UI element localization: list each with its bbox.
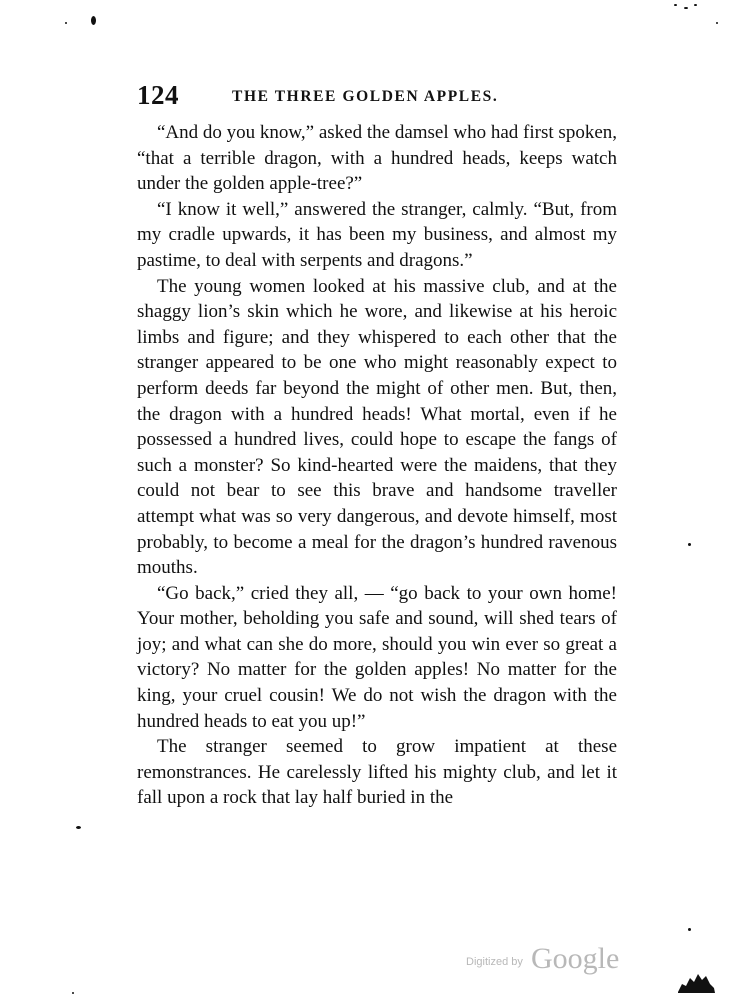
digitization-watermark	[466, 942, 619, 976]
paragraph: The young women looked at his massive club, and at the shaggy lion’s skin which he wore, and likewise at his heroic limbs and figure; and they whispered to each other that the stranger appeared to be one who might reasonably expect to perform deeds far beyond the might of other men. But, then, the dragon with a hundred heads! What mortal, even if he possessed a hundred lives, could hope to escape the fangs of such a monster? So kind-hearted were the maidens, that they could not bear to see this brave and handsome traveller attempt what was so very dangerous, and devote himself, most probably, to become a meal for the dragon’s hundred ravenous mouths.	[137, 275, 617, 579]
body-text	[137, 120, 617, 811]
scan-speck	[65, 22, 67, 24]
running-title: THE THREE GOLDEN APPLES.	[232, 88, 499, 105]
watermark-prefix: Digitized by	[466, 956, 523, 968]
scan-speck	[716, 22, 718, 24]
running-head	[137, 80, 617, 112]
paragraph: “And do you know,” asked the damsel who had first spoken, “that a terrible dragon, with a hundred heads, keeps watch under the golden apple-tree?”	[137, 122, 617, 195]
paragraph: The stranger seemed to grow impatient at these remonstrances. He carelessly lifted his mighty club, and let it fall upon a rock that lay half buried in the	[137, 736, 617, 809]
paragraph: “I know it well,” answered the stranger, calmly. “But, from my cradle upwards, it has been my business, and almost my pastime, to deal with serpents and dragons.”	[137, 198, 617, 271]
ink-smudge	[676, 968, 716, 994]
page-number: 124	[137, 80, 179, 110]
scan-speck	[688, 928, 691, 931]
scan-speck	[72, 992, 74, 994]
scan-speck	[684, 7, 688, 9]
scan-speck	[91, 16, 96, 25]
scan-speck	[674, 4, 677, 6]
watermark-brand: Google	[530, 942, 620, 975]
scan-speck	[76, 826, 81, 829]
scan-speck	[694, 4, 697, 6]
scan-speck	[688, 543, 691, 546]
paragraph: “Go back,” cried they all, — “go back to your own home! Your mother, beholding you safe and sound, will shed tears of joy; and what can she do more, should you win ever so great a victory? No matter for the golden apples! No matter for the king, your cruel cousin! We do not wish the dragon with the hundred heads to eat you up!”	[137, 582, 617, 732]
